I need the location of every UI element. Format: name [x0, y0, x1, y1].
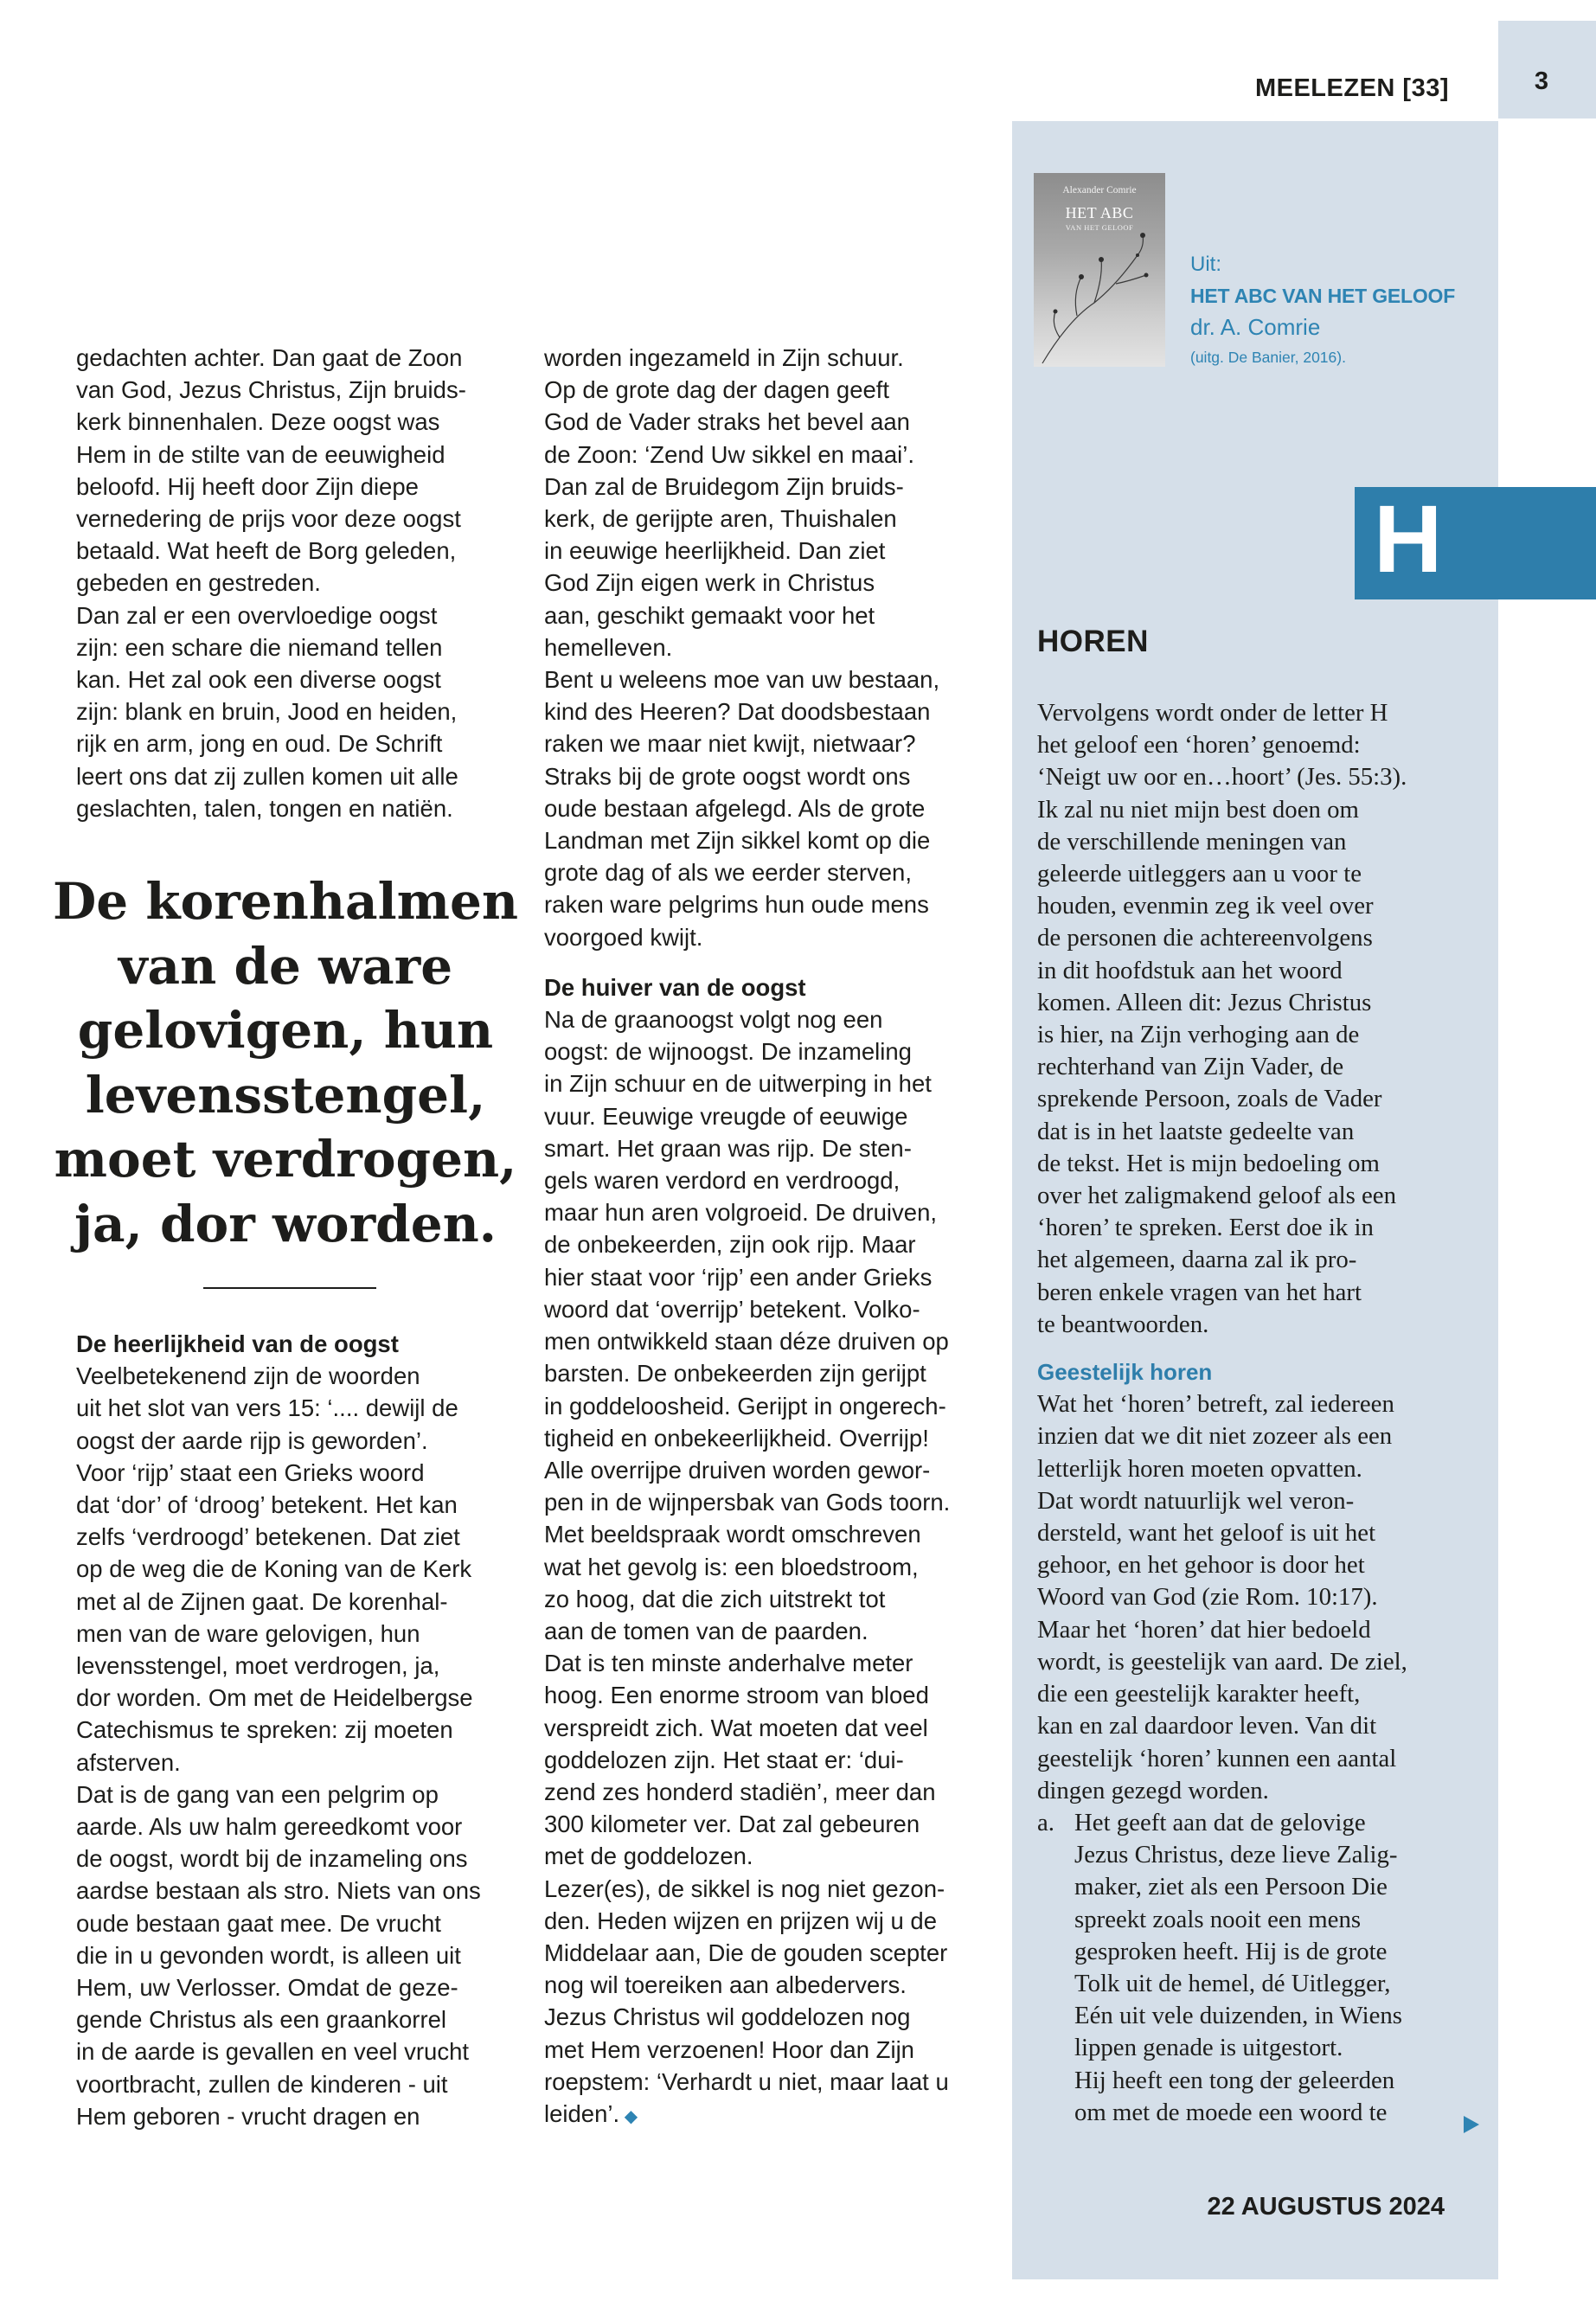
article-column-1-lower: [76, 1328, 517, 2132]
text-line: zelfs ‘verdroogd’ betekenen. Dat ziet: [76, 1523, 460, 1551]
text-line: geslachten, talen, tongen en natiën.: [76, 794, 453, 822]
text-line: de personen die achtereenvolgens: [1037, 924, 1373, 952]
text-line: vuur. Eeuwige vreugde of eeuwige: [544, 1102, 908, 1130]
text-line: leiden’. ◆: [544, 2099, 638, 2127]
text-line: letterlijk horen moeten opvatten.: [1037, 1454, 1362, 1483]
text-line: de Zoon: ‘Zend Uw sikkel en maai’.: [544, 440, 914, 468]
book-source: [1190, 249, 1476, 372]
text-line: worden ingezameld in Zijn schuur.: [544, 344, 904, 371]
text-line: over het zaligmakend geloof als een: [1037, 1182, 1396, 1210]
text-line: Ik zal nu niet mijn best doen om: [1037, 795, 1359, 824]
book-cover-image: [1034, 173, 1165, 367]
text-line: de verschillende meningen van: [1037, 827, 1347, 856]
text-line: tigheid en onbekeerlijkheid. Overrijp!: [544, 1424, 929, 1452]
end-mark-icon: ◆: [619, 2106, 638, 2126]
text-line: Voor ‘rijp’ staat een Grieks woord: [76, 1458, 425, 1486]
list-text-line: Tolk uit de hemel, dé Uitlegger,: [1074, 1969, 1391, 1997]
text-line: kan en zal daardoor leven. Van dit: [1037, 1712, 1377, 1740]
pull-quote-line: De korenhalmen: [52, 872, 519, 931]
text-line: barsten. De onbekeerden zijn gerijpt: [544, 1360, 926, 1388]
text-line: raken we maar niet kwijt, nietwaar?: [544, 730, 916, 758]
subheading-geestelijk-horen: Geestelijk horen: [1037, 1359, 1213, 1386]
text-line: gels waren verdord en verdroogd,: [544, 1167, 901, 1195]
text-line: Woord van God (zie Rom. 10:17).: [1037, 1583, 1378, 1612]
pull-quote: [52, 869, 519, 1256]
text-line: wordt, is geestelijk van aard. De ziel,: [1037, 1647, 1407, 1676]
text-line: te beantwoorden.: [1037, 1310, 1209, 1338]
text-line: pen in de wijnpersbak van Gods toorn.: [544, 1489, 951, 1516]
text-line: voortbracht, zullen de kinderen - uit: [76, 2070, 448, 2098]
list-text-line: [1037, 1807, 1470, 1839]
text-line: Dan zal er een overvloedige oogst: [76, 601, 438, 629]
text-line: in eeuwige heerlijkheid. Dan ziet: [544, 537, 886, 565]
text-line: dat ‘dor’ of ‘droog’ betekent. Het kan: [76, 1491, 458, 1519]
pull-quote-line: gelovigen, hun: [77, 1001, 494, 1060]
branch-illustration: [1034, 173, 1165, 367]
pull-quote-divider: [203, 1287, 376, 1289]
text-line: met Hem verzoenen! Hoor dan Zijn: [544, 2035, 914, 2063]
list-text: Het geeft aan dat de gelovige: [1074, 1808, 1366, 1836]
continue-arrow-icon: [1464, 2116, 1479, 2133]
text-line: van God, Jezus Christus, Zijn bruids-: [76, 376, 466, 404]
cover-author: Alexander Comrie: [1062, 185, 1137, 195]
source-author: dr. A. Comrie: [1190, 314, 1321, 340]
text-line: gende Christus als een graankorrel: [76, 2006, 447, 2034]
text-line: gebeden en gestreden.: [76, 569, 321, 597]
text-line: geleerde uitleggers aan u voor te: [1037, 860, 1362, 888]
text-line: Hem in de stilte van de eeuwigheid: [76, 440, 445, 468]
text-line: in Zijn schuur en de uitwerping in het: [544, 1070, 932, 1098]
text-line: God de Vader straks het bevel aan: [544, 408, 910, 436]
text-line: vernedering de prijs voor deze oogst: [76, 505, 461, 533]
text-line: Wat het ‘horen’ betreft, zal iedereen: [1037, 1390, 1394, 1419]
text-line: Dat is ten minste anderhalve meter: [544, 1650, 913, 1677]
text-line: Na de graanoogst volgt nog een: [544, 1006, 883, 1034]
text-line: het geloof een ‘horen’ genoemd:: [1037, 731, 1361, 760]
cover-subtitle: VAN HET GELOOF: [1065, 223, 1134, 232]
sidebar-intro: [1037, 697, 1470, 1341]
text-line: zijn: blank en bruin, Jood en heiden,: [76, 698, 458, 726]
text-line: rijk en arm, jong en oud. De Schrift: [76, 730, 443, 758]
text-line: aarde. Als uw halm gereedkomt voor: [76, 1813, 463, 1841]
sidebar-text: [1037, 697, 1470, 2129]
text-line: Hem, uw Verlosser. Omdat de geze-: [76, 1974, 458, 2002]
section-header: [1125, 74, 1449, 103]
text-line: zo hoog, dat die zich uitstrekt tot: [544, 1585, 886, 1612]
text-line: goddelozen zijn. Het staat er: ‘dui-: [544, 1746, 904, 1773]
text-line: Jezus Christus wil goddelozen nog: [544, 2003, 911, 2031]
text-line: betaald. Wat heeft de Borg geleden,: [76, 537, 457, 565]
list-marker: a.: [1037, 1808, 1054, 1836]
text-line: den. Heden wijzen en prijzen wij u de: [544, 1907, 938, 1934]
text-line: Alle overrijpe druiven worden gewor-: [544, 1456, 931, 1484]
section-name: MEELEZEN: [1254, 74, 1395, 102]
list-text-line: spreekt zoals nooit een mens: [1074, 1905, 1362, 1933]
list-text-line: gesproken heeft. Hij is de grote: [1074, 1937, 1388, 1965]
column-2-top-text: [544, 342, 994, 953]
text-line: met al de Zijnen gaat. De korenhal-: [76, 1587, 448, 1615]
subheading-heerlijkheid: De heerlijkheid van de oogst: [76, 1330, 399, 1357]
text-line: aan, geschikt gemaakt voor het: [544, 601, 875, 629]
text-line: die in u gevonden wordt, is alleen uit: [76, 1941, 461, 1969]
text-line: leert ons dat zij zullen komen uit alle: [76, 762, 458, 790]
text-line: nog wil toereiken aan albedervers.: [544, 1971, 907, 1999]
issue-number: [33]: [1402, 74, 1449, 102]
text-line: aardse bestaan als stro. Niets van ons: [76, 1877, 481, 1905]
text-line: oude bestaan afgelegd. Als de grote: [544, 794, 926, 822]
cover-title: HET ABC: [1065, 204, 1134, 221]
pull-quote-line: levensstengel,: [85, 1065, 486, 1125]
text-line: sprekende Persoon, zoals de Vader: [1037, 1085, 1382, 1113]
text-line: Vervolgens wordt onder de letter H: [1037, 699, 1388, 727]
text-line: in de aarde is gevallen en veel vrucht: [76, 2038, 470, 2066]
text-line: Middelaar aan, Die de gouden scepter: [544, 1939, 948, 1966]
source-label: Uit:: [1190, 253, 1221, 276]
text-line: afsterven.: [76, 1748, 181, 1776]
text-line: woord dat ‘overrijp’ betekent. Volko-: [544, 1295, 920, 1323]
text-line: grote dag of als we eerder sterven,: [544, 859, 912, 887]
text-line: geestelijk ‘horen’ kunnen een aantal: [1037, 1744, 1397, 1772]
text-line: beloofd. Hij heeft door Zijn diepe: [76, 472, 419, 500]
text-line: kerk binnenhalen. Deze oogst was: [76, 408, 440, 436]
pull-quote-line: van de ware: [118, 936, 453, 996]
list-text-line: Jezus Christus, deze lieve Zalig-: [1074, 1841, 1398, 1869]
text-line: raken ware pelgrims hun oude mens: [544, 891, 929, 919]
text-line: zijn: een schare die niemand tellen: [76, 633, 443, 661]
text-line: uit het slot van vers 15: ‘.... dewijl de: [76, 1394, 458, 1422]
text-line: roepstem: ‘Verhardt u niet, maar laat u: [544, 2067, 949, 2095]
sidebar-heading: HOREN: [1037, 625, 1149, 658]
list-text-line: maker, ziet als een Persoon Die: [1074, 1873, 1388, 1901]
text-line: houden, evenmin zeg ik veel over: [1037, 892, 1374, 920]
text-line: hier staat voor ‘rijp’ een ander Grieks: [544, 1263, 933, 1291]
text-line: wat het gevolg is: een bloedstroom,: [544, 1553, 919, 1580]
subheading-huiver: De huiver van de oogst: [544, 973, 806, 1001]
text-line: kind des Heeren? Dat doodsbestaan: [544, 698, 931, 726]
text-line: men ontwikkeld staan déze druiven op: [544, 1328, 949, 1356]
list-text-line: lippen genade is uitgestort.: [1074, 2034, 1343, 2062]
text-line: Met beeldspraak wordt omschreven: [544, 1521, 921, 1548]
text-line: oude bestaan gaat mee. De vrucht: [76, 1909, 441, 1937]
text-line: hoog. Een enorme stroom van bloed: [544, 1682, 929, 1709]
article-column-1: [76, 342, 517, 824]
text-line: in goddeloosheid. Gerijpt in ongerech-: [544, 1392, 946, 1420]
pull-quote-line: ja, dor worden.: [74, 1194, 497, 1253]
column-2-bottom-text: [544, 1003, 994, 2133]
source-publisher: (uitg. De Banier, 2016).: [1190, 349, 1346, 366]
text-line: dersteld, want het geloof is uit het: [1037, 1519, 1376, 1548]
text-line: kan. Het zal ook een diverse oogst: [76, 666, 441, 694]
text-line: hemelleven.: [544, 633, 673, 661]
text-line: dingen gezegd worden.: [1037, 1776, 1269, 1804]
list-text-line: Eén uit vele duizenden, in Wiens: [1074, 2002, 1402, 2030]
text-line: dat is in het laatste gedeelte van: [1037, 1117, 1355, 1145]
text-line: voorgoed kwijt.: [544, 923, 703, 951]
sidebar-list-item-a: [1037, 1807, 1470, 2129]
text-line: is hier, na Zijn verhoging aan de: [1037, 1021, 1360, 1049]
text-line: zend zes honderd stadiën’, meer dan: [544, 1778, 936, 1805]
text-line: Hem geboren - vrucht dragen en: [76, 2102, 420, 2130]
page-number: 3: [1534, 67, 1549, 95]
text-line: Catechismus te spreken: zij moeten: [76, 1716, 453, 1744]
text-line: beren enkele vragen van het hart: [1037, 1278, 1362, 1306]
text-line: oogst: de wijnoogst. De inzameling: [544, 1038, 912, 1066]
text-line: aan de tomen van de paarden.: [544, 1617, 869, 1644]
letter-block: [1355, 487, 1596, 599]
issue-date: 22 AUGUSTUS 2024: [1207, 2193, 1445, 2221]
text-line: verspreidt zich. Wat moeten dat veel: [544, 1714, 928, 1741]
sidebar-body: [1037, 1388, 1470, 1807]
text-line: Bent u weleens moe van uw bestaan,: [544, 666, 940, 694]
text-line: Maar het ‘horen’ dat hier bedoeld: [1037, 1615, 1371, 1644]
text-line: ‘horen’ te spreken. Eerst doe ik in: [1037, 1214, 1374, 1242]
text-line: Veelbetekenend zijn de woorden: [76, 1362, 420, 1390]
text-line: Straks bij de grote oogst wordt ons: [544, 762, 911, 790]
text-line: God Zijn eigen werk in Christus: [544, 569, 875, 597]
column-1-top-text: [76, 342, 517, 824]
text-line: het algemeen, daarna zal ik pro-: [1037, 1246, 1357, 1274]
text-line: in dit hoofdstuk aan het woord: [1037, 956, 1343, 984]
text-line: smart. Het graan was rijp. De sten-: [544, 1134, 912, 1162]
pull-quote-line: moet verdrogen,: [54, 1130, 517, 1189]
text-line: Landman met Zijn sikkel komt op die: [544, 827, 931, 855]
list-text-line: om met de moede een woord te: [1074, 2098, 1388, 2126]
text-line: Op de grote dag der dagen geeft: [544, 376, 890, 404]
text-line: kerk, de gerijpte aren, Thuishalen: [544, 505, 897, 533]
text-line: komen. Alleen dit: Jezus Christus: [1037, 988, 1372, 1016]
column-1-bottom-text: [76, 1360, 517, 2132]
text-line: maar hun aren volgroeid. De druiven,: [544, 1199, 938, 1227]
article-column-2: [544, 342, 994, 2133]
text-line: op de weg die de Koning van de Kerk: [76, 1555, 472, 1583]
text-line: Lezer(es), de sikkel is nog niet gezon-: [544, 1875, 945, 1902]
text-line: men van de ware gelovigen, hun: [76, 1619, 420, 1647]
text-line: ‘Neigt uw oor en…hoort’ (Jes. 55:3).: [1037, 763, 1407, 792]
text-line: gedachten achter. Dan gaat de Zoon: [76, 344, 463, 371]
text-line: Dat wordt natuurlijk wel veron-: [1037, 1486, 1355, 1515]
text-line: levensstengel, moet verdrogen, ja,: [76, 1652, 440, 1680]
text-line: gehoor, en het gehoor is door het: [1037, 1551, 1365, 1580]
letter-h: H: [1374, 486, 1443, 593]
text-line: de oogst, wordt bij de inzameling ons: [76, 1845, 468, 1873]
text-line: Dat is de gang van een pelgrim op: [76, 1780, 439, 1808]
text-line: Dan zal de Bruidegom Zijn bruids-: [544, 472, 904, 500]
source-title: HET ABC VAN HET GELOOF: [1190, 285, 1456, 307]
text-line: oogst der aarde rijp is geworden’.: [76, 1426, 428, 1454]
text-line: de tekst. Het is mijn bedoeling om: [1037, 1149, 1380, 1177]
text-line: 300 kilometer ver. Dat zal gebeuren: [544, 1811, 920, 1838]
text-line: met de goddelozen.: [544, 1843, 753, 1870]
text-line: rechterhand van Zijn Vader, de: [1037, 1053, 1344, 1081]
text-line: inzien dat we dit niet zozeer als een: [1037, 1422, 1393, 1451]
text-line: dor worden. Om met de Heidelbergse: [76, 1684, 473, 1712]
list-text-line: Hij heeft een tong der geleerden: [1074, 2066, 1395, 2094]
text-line: die een geestelijk karakter heeft,: [1037, 1680, 1361, 1708]
text-line: de onbekeerden, zijn ook rijp. Maar: [544, 1231, 916, 1259]
